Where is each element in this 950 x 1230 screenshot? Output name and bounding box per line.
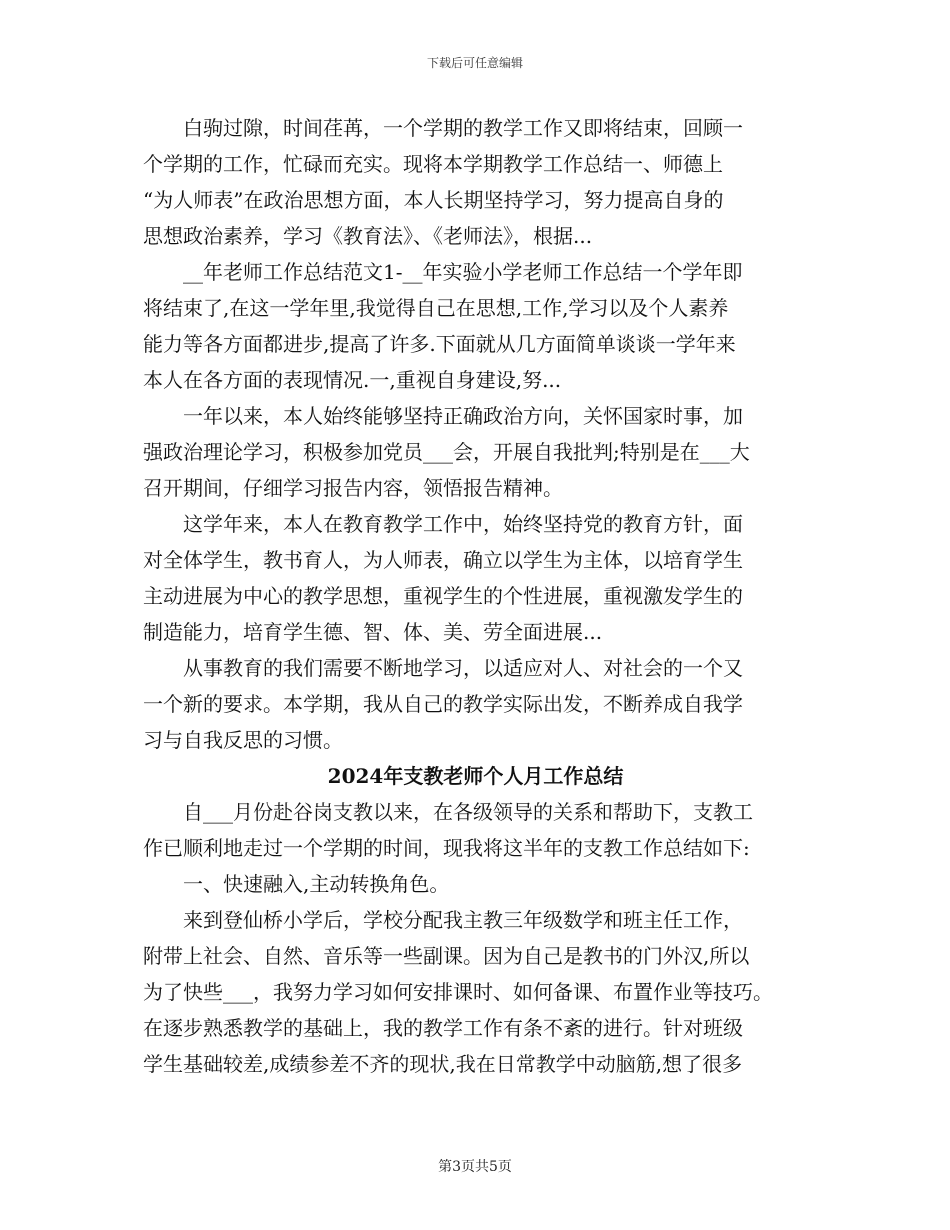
- text-line: __年老师工作总结范文1-__年实验小学老师工作总结一个学年即: [183, 260, 743, 284]
- section-title: 2024年支教老师个人月工作总结: [327, 764, 624, 788]
- text-line: 一个新的要求。本学期，我从自己的教学实际出发，不断养成自我学: [143, 692, 743, 716]
- paragraph: [143, 506, 808, 650]
- text-line: 在逐步熟悉教学的基础上，我的教学工作有条不紊的进行。针对班级: [143, 1016, 743, 1040]
- document-body: [143, 110, 808, 1082]
- text-line: 强政治理论学习，积极参加党员___会，开展自我批判;特别是在___大: [143, 440, 750, 464]
- text-line: 附带上社会、自然、音乐等一些副课。因为自己是教书的门外汉,所以: [143, 944, 750, 968]
- paragraph: [143, 110, 808, 254]
- text-line: “为人师表”在政治思想方面，本人长期坚持学习，努力提高自身的: [143, 188, 724, 212]
- text-line: 个学期的工作，忙碌而充实。现将本学期教学工作总结一、师德上: [143, 152, 723, 176]
- text-line: 对全体学生，教书育人，为人师表，确立以学生为主体，以培育学生: [143, 548, 743, 572]
- text-line: 制造能力，培育学生德、智、体、美、劳全面进展...: [143, 620, 603, 644]
- paragraph: [143, 866, 808, 902]
- text-line: 为了快些___，我努力学习如何安排课时、如何备课、布置作业等技巧。: [143, 980, 773, 1004]
- text-line: 一年以来，本人始终能够坚持正确政治方向，关怀国家时事，加: [183, 404, 743, 428]
- paragraph: [143, 254, 808, 398]
- text-line: 将结束了,在这一学年里,我觉得自己在思想,工作,学习以及个人素养: [143, 296, 729, 320]
- text-line: 来到登仙桥小学后，学校分配我主教三年级数学和班主任工作，: [183, 908, 743, 932]
- paragraph: [143, 650, 808, 758]
- text-line: 自___月份赴谷岗支教以来，在各级领导的关系和帮助下，支教工: [183, 800, 753, 824]
- text-line: 主动进展为中心的教学思想，重视学生的个性进展，重视激发学生的: [143, 584, 743, 608]
- text-line: 作已顺利地走过一个学期的时间，现我将这半年的支教工作总结如下:: [143, 836, 750, 860]
- text-line: 学生基础较差,成绩参差不齐的现状,我在日常教学中动脑筋,想了很多: [143, 1052, 743, 1076]
- text-line: 本人在各方面的表现情况.一,重视自身建设,努...: [143, 368, 562, 392]
- paragraphs-before: [143, 110, 808, 758]
- text-line: 这学年来，本人在教育教学工作中，始终坚持党的教育方针，面: [183, 512, 743, 536]
- text-line: 一、快速融入,主动转换角色。: [183, 872, 450, 896]
- page-header: 下载后可任意编辑: [426, 56, 523, 70]
- paragraphs-after: [143, 794, 808, 1082]
- text-line: 从事教育的我们需要不断地学习，以适应对人、对社会的一个又: [183, 656, 743, 680]
- paragraph: [143, 794, 808, 866]
- text-line: 白驹过隙，时间荏苒，一个学期的教学工作又即将结束，回顾一: [183, 116, 743, 140]
- paragraph: [143, 902, 808, 1082]
- text-line: 能力等各方面都进步,提高了许多.下面就从几方面简单谈谈一学年来: [143, 332, 736, 356]
- text-line: 召开期间，仔细学习报告内容，领悟报告精神。: [143, 476, 563, 500]
- text-line: 习与自我反思的习惯。: [143, 728, 343, 752]
- page-footer: 第3页共5页: [438, 1159, 512, 1175]
- text-line: 思想政治素养，学习《教育法》、《老师法》，根据...: [143, 224, 593, 248]
- paragraph: [143, 398, 808, 506]
